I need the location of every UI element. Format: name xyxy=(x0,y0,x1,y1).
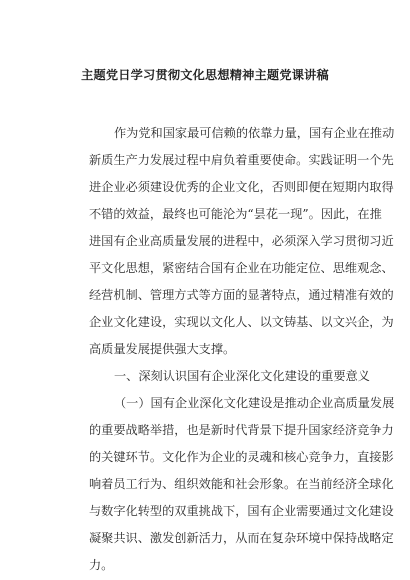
paragraph-1-line-9: 高质量发展提供强大支撑。 xyxy=(89,342,236,356)
paragraph-1-line-1: 作为党和国家最可信赖的依靠力量，国有企业在推动 xyxy=(114,126,395,140)
paragraph-1-line-2: 新质生产力发展过程中肩负着重要使命。实践证明一个先 xyxy=(89,153,394,167)
paragraph-1-line-8: 企业文化建设，实现以文化人、以文铸基、以文兴企，为 xyxy=(89,315,394,329)
paragraph-2-line-2: 的重要战略举措，也是新时代背景下提升国家经济竞争力 xyxy=(89,423,394,437)
paragraph-1-line-3: 进企业必须建设优秀的企业文化，否则即便在短期内取得 xyxy=(89,180,394,194)
paragraph-1-line-6: 平文化思想，紧密结合国有企业在功能定位、思维观念、 xyxy=(89,261,394,275)
paragraph-2-line-6: 凝聚共识、激发创新活力，从而在复杂环境中保持战略定 xyxy=(89,531,394,545)
document-title: 主题党日学习贯彻文化思想精神主题党课讲稿 xyxy=(81,68,329,82)
paragraph-2-line-1: （一）国有企业深化文化建设是推动企业高质量发展 xyxy=(114,396,395,410)
paragraph-2-line-5: 与数字化转型的双重挑战下，国有企业需要通过文化建设 xyxy=(89,504,394,518)
paragraph-2-line-3: 的关键环节。文化作为企业的灵魂和核心竞争力，直接影 xyxy=(89,450,394,464)
paragraph-2-line-4: 响着员工行为、组织效能和社会形象。在当前经济全球化 xyxy=(89,477,394,491)
paragraph-1-line-4: 不错的效益，最终也可能沦为“昙花一现”。因此，在推 xyxy=(89,207,382,221)
section-heading-1: 一、深刻认识国有企业深化文化建设的重要意义 xyxy=(114,369,370,383)
paragraph-1-line-5: 进国有企业高质量发展的进程中，必须深入学习贯彻习近 xyxy=(89,234,394,248)
paragraph-2-line-7: 力。 xyxy=(89,558,114,572)
paragraph-1-line-7: 经营机制、管理方式等方面的显著特点，通过精准有效的 xyxy=(89,288,394,302)
